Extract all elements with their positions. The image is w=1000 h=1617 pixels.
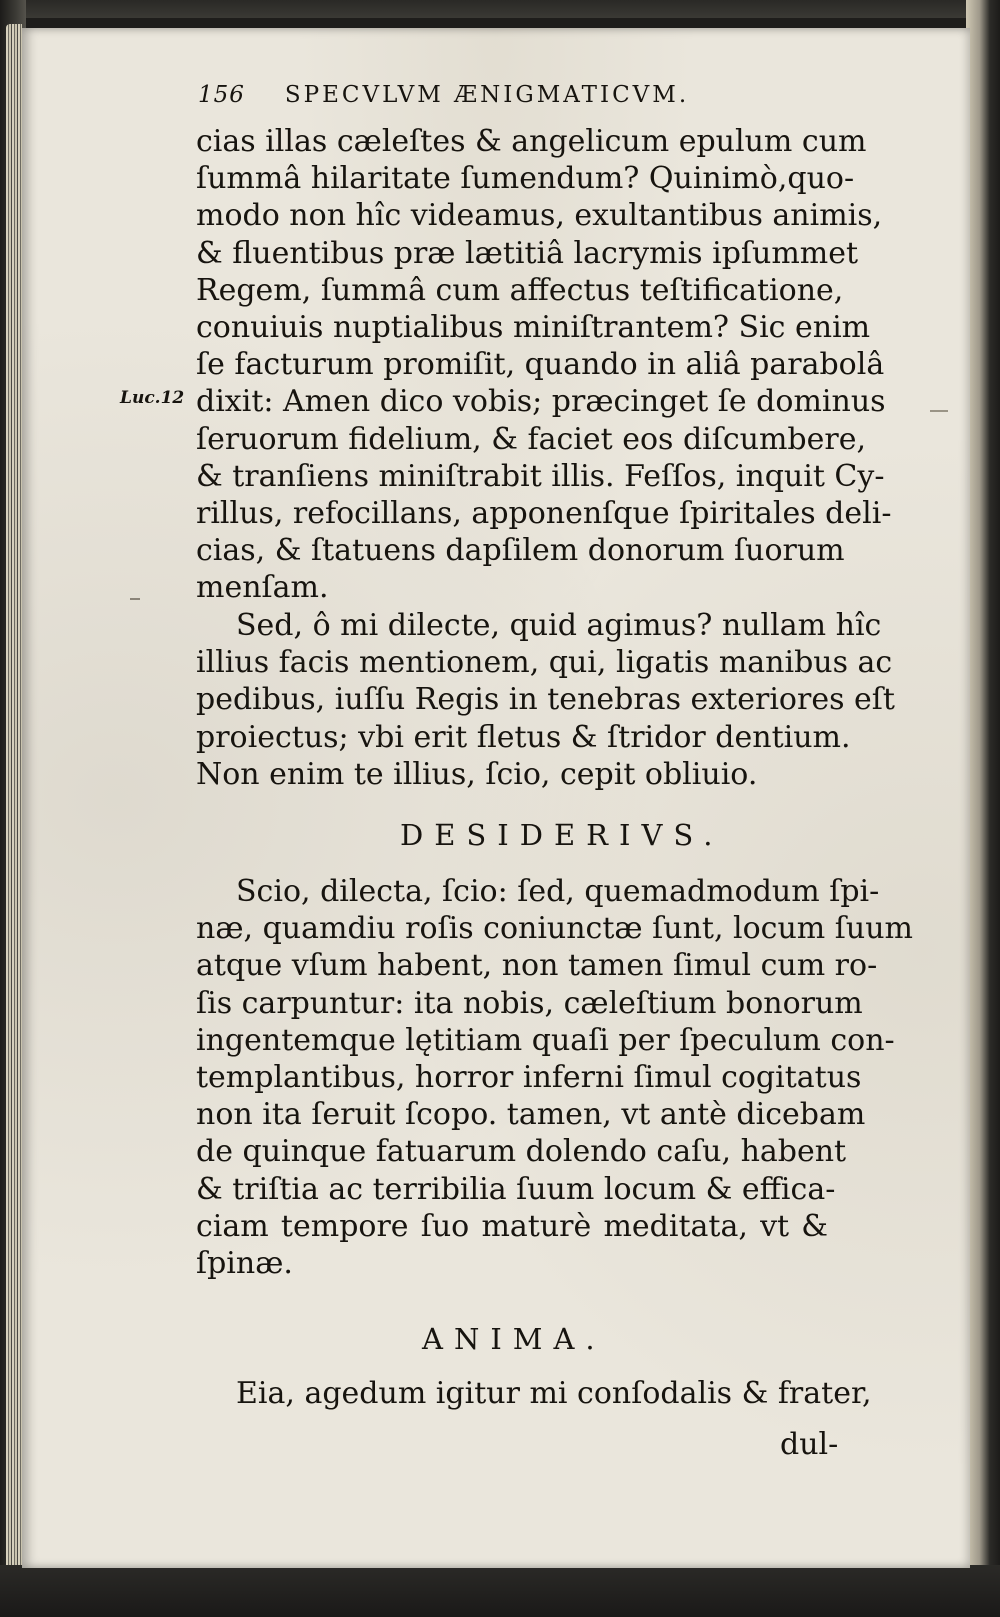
scanner-bed-bottom [0, 1565, 1000, 1617]
book-gutter-edge [966, 0, 1000, 1617]
paragraph-4 [196, 1375, 872, 1412]
text-line: cias illas cæleſtes & angelicum epulum cum [196, 124, 867, 159]
text-line: ſis carpuntur: ita nobis, cæleſtium bonorum [196, 985, 863, 1021]
text-line: non ita ſeruit ſcopo. tamen, vt antè dicebam [196, 1097, 866, 1133]
text-line: atque vſum habent, non tamen ſimul cum ro- [196, 948, 878, 984]
text-line: modo non hîc videamus, exultantibus animis, [196, 198, 883, 234]
margin-note: Luc.12 [120, 388, 185, 408]
text-line: Non enim te illius, ſcio, cepit obliuio. [196, 756, 758, 792]
text-line: Scio, dilecta, ſcio: ſed, quemadmodum ſpi- [236, 874, 880, 909]
text-line: illius facis mentionem, qui, ligatis manibus ac [196, 645, 893, 681]
text-line: conuiuis nuptialibus miniſtrantem? Sic enim [196, 309, 871, 345]
text-line: ciam tempore ſuo maturè meditata, vt & [196, 1208, 828, 1244]
paper-mark [930, 410, 948, 412]
text-line: rillus, refocillans, apponenſque ſpiritales deli- [196, 495, 892, 531]
text-line: ingentemque lętitiam quaſi per ſpeculum con- [196, 1022, 895, 1058]
text-line: menſam. [196, 570, 329, 606]
paragraph-2 [196, 607, 895, 793]
running-head-title: SPECVLVM ÆNIGMATICVM. [284, 82, 690, 108]
text-line: proiectus; vbi erit fletus & ſtridor dentium. [196, 719, 851, 755]
text-line: pedibus, iuſſu Regis in tenebras exteriores eſt [196, 682, 895, 718]
text-line: ſe facturum promiſit, quando in aliâ parabolâ [196, 347, 885, 383]
text-line: de quinque fatuarum dolendo caſu, habent [196, 1134, 847, 1170]
text-line: ſpinæ. [196, 1245, 293, 1281]
catchword: dul- [780, 1427, 839, 1462]
paper-mark [130, 598, 140, 600]
text-line: Sed, ô mi dilecte, quid agimus? nullam hîc [236, 608, 882, 643]
text-line: næ, quamdiu roſis coniunctæ ſunt, locum ſuum [196, 911, 913, 947]
running-header [198, 82, 818, 108]
text-line: Regem, ſummâ cum affectus teſtificatione, [196, 272, 844, 308]
paragraph-3 [196, 873, 913, 1282]
text-line: templantibus, horror inferni ſimul cogitatus [196, 1059, 862, 1095]
paragraph-1 [196, 123, 892, 606]
scanner-bed-top [0, 0, 1000, 18]
speaker-heading-anima: ANIMA. [422, 1322, 606, 1356]
page-number: 156 [198, 82, 245, 108]
text-line: & triſtia ac terribilia ſuum locum & effica- [196, 1171, 836, 1207]
text-line: & tranſiens miniſtrabit illis. Feſſos, inquit Cy- [196, 458, 885, 494]
text-line: dixit: Amen dico vobis; præcinget ſe dominus [196, 384, 886, 420]
text-line: Eia, agedum igitur mi conſodalis & frater, [236, 1376, 872, 1411]
page-leaves-edge [6, 24, 22, 1569]
text-line: ſummâ hilaritate ſumendum? Quinimò,quo- [196, 161, 855, 197]
text-line: ſeruorum fidelium, & faciet eos diſcumbere, [196, 421, 867, 457]
text-line: & fluentibus præ lætitiâ lacrymis ipſummet [196, 235, 859, 271]
text-line: cias, & ſtatuens dapſilem donorum ſuorum [196, 533, 845, 569]
speaker-heading-desiderius: DESIDERIVS. [400, 818, 724, 852]
